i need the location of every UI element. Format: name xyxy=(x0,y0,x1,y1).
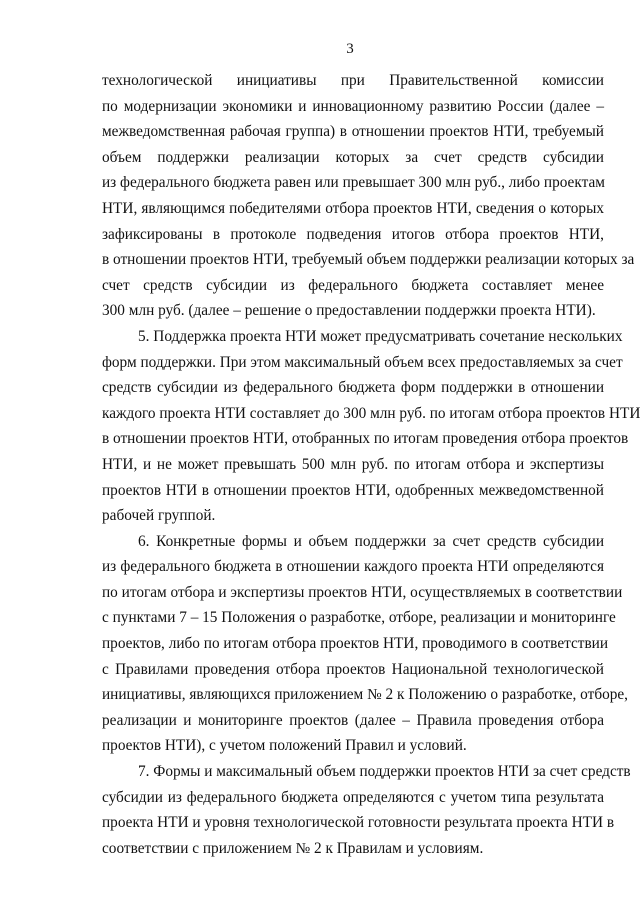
text-line: НТИ, и не может превышать 500 млн руб. по итогам отбора и экспертизы xyxy=(102,455,604,473)
text-line: рабочей группой. xyxy=(102,507,216,525)
text-line: 300 млн руб. (далее – решение о предоставлении поддержки проекта НТИ). xyxy=(102,302,596,320)
text-line: межведомственная рабочая группа) в отношении проектов НТИ, требуемый xyxy=(102,123,604,141)
text-line: проектов НТИ в отношении проектов НТИ, одобренных межведомственной xyxy=(102,481,604,499)
text-line: объем поддержки реализации которых за счет средств субсидии xyxy=(102,148,604,166)
paragraph-continuation xyxy=(102,68,635,324)
text-line: реализации и мониторинге проектов (далее – Правила проведения отбора xyxy=(102,711,604,729)
text-line: НТИ, являющимся победителями отбора проектов НТИ, сведения о которых xyxy=(102,199,604,217)
text-line: субсидии из федерального бюджета определяются с учетом типа результата xyxy=(102,788,604,806)
text-line: проектов, либо по итогам отбора проектов НТИ, проводимого в соответствии xyxy=(102,635,609,653)
text-line: 5. Поддержка проекта НТИ может предусматривать сочетание нескольких xyxy=(138,327,623,345)
text-line: в отношении проектов НТИ, отобранных по итогам проведения отбора проектов xyxy=(102,430,629,448)
text-line: из федерального бюджета в отношении каждого проекта НТИ определяются xyxy=(102,558,604,576)
text-line: каждого проекта НТИ составляет до 300 млн руб. по итогам отбора проектов НТИ xyxy=(102,404,640,422)
text-line: по модернизации экономики и инновационному развитию России (далее – xyxy=(102,97,604,115)
text-line: в отношении проектов НТИ, требуемый объем поддержки реализации которых за xyxy=(102,251,635,269)
text-line: 6. Конкретные формы и объем поддержки за счет средств субсидии xyxy=(138,532,604,550)
page-number: 3 xyxy=(346,41,354,57)
text-line: технологической инициативы при Правительственной комиссии xyxy=(102,72,604,89)
text-line: форм поддержки. При этом максимальный объем всех предоставляемых за счет xyxy=(102,353,623,371)
text-line: по итогам отбора и экспертизы проектов НТИ, осуществляемых в соответствии xyxy=(102,583,623,601)
paragraph-7 xyxy=(102,759,631,861)
text-line: соответствии с приложением № 2 к Правилам и условиям. xyxy=(102,839,484,857)
text-line: инициативы, являющихся приложением № 2 к Положению о разработке, отборе, xyxy=(102,686,629,704)
text-line: с Правилами проведения отбора проектов Национальной технологической xyxy=(102,660,604,678)
text-line: средств субсидии из федерального бюджета форм поддержки в отношении xyxy=(102,379,604,397)
text-line: проектов НТИ), с учетом положений Правил и условий. xyxy=(102,737,467,755)
text-line: с пунктами 7 – 15 Положения о разработке, отборе, реализации и мониторинге xyxy=(102,609,616,627)
text-line: зафиксированы в протоколе подведения итогов отбора проектов НТИ, xyxy=(102,225,604,243)
text-line: из федерального бюджета равен или превышает 300 млн руб., либо проектам xyxy=(102,174,605,192)
paragraph-6 xyxy=(102,529,629,759)
text-line: проекта НТИ и уровня технологической готовности результата проекта НТИ в xyxy=(102,814,615,832)
text-line: 7. Формы и максимальный объем поддержки проектов НТИ за счет средств xyxy=(138,763,631,781)
paragraph-5 xyxy=(102,324,640,529)
text-line: счет средств субсидии из федерального бюджета составляет менее xyxy=(102,276,604,294)
document-body xyxy=(102,68,640,861)
